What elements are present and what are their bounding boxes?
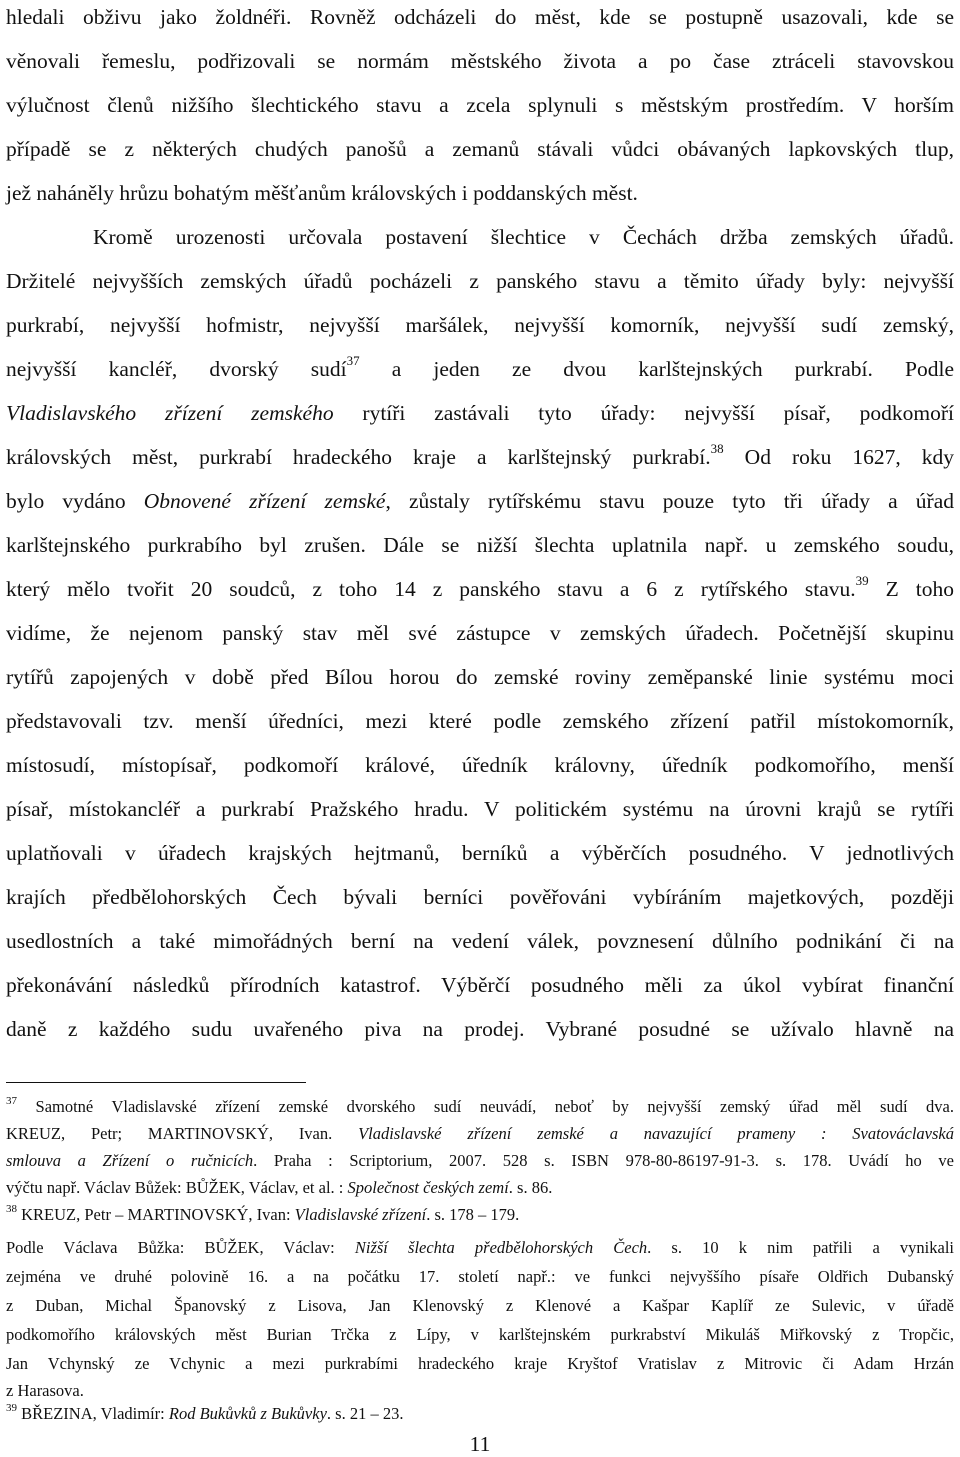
body-line: představovali tzv. menší úředníci, mezi které podle zemského zřízení patřil místokomorník, [6,709,954,733]
footnote-line: KREUZ, Petr; MARTINOVSKÝ, Ivan. Vladislavské zřízení zemské a navazující prameny : Svatováclavská [6,1124,955,1143]
body-line: výlučnost členů nižšího šlechtického stavu a zcela splynuli s městským prostředím. V horším [6,93,954,117]
body-line: bylo vydáno Obnovené zřízení zemské, zůstaly rytířskému stavu pouze tyto tři úřady a úřad [6,489,954,513]
body-line: rytířů zapojených v době před Bílou horou do zemské roviny zeměpanské linie systému moci [6,665,954,689]
body-line: purkrabí, nejvyšší hofmistr, nejvyšší maršálek, nejvyšší komorník, nejvyšší sudí zemský, [6,313,954,337]
italic-title: Společnost českých zemí [347,1178,509,1197]
italic-title: Nižší šlechta předbělohorských Čech [354,1238,648,1257]
footnote-separator [6,1082,306,1083]
body-line: případě se z některých chudých panošů a zemanů stávali vůdci obávaných lapkovských tlup, [6,137,954,161]
footnote-line: $^{38}$ KREUZ, Petr – MARTINOVSKÝ, Ivan: Vladislavské zřízení. s. 178 – 179. [6,1203,520,1224]
body-line: písař, místokancléř a purkrabí Pražského hradu. V politickém systému na úrovni krajů se rytíři [6,797,954,821]
body-line: královských měst, purkrabí hradeckého kraje a karlštejnský purkrabí.$^{38}$ Od roku 1627, kdy [6,441,954,469]
body-line: krajích předbělohorských Čech bývali berníci pověřováni vybíráním majetkových, později [6,885,954,909]
italic-title: Vladislavského zřízení zemského [6,401,334,425]
footnote-ref: 37 [346,353,360,368]
footnote-ref: 39 [855,573,869,588]
italic-title: Obnovené zřízení zemské [143,489,386,513]
italic-title: smlouva a Zřízení o ručnicích [6,1151,254,1170]
footnote-line: výčtu např. Václav Bůžek: BŮŽEK, Václav, et al. : Společnost českých zemí. s. 86. [6,1178,553,1197]
body-line: daně z každého sudu uvařeného piva na prodej. Vybrané posudné se užívalo hlavně na [6,1017,954,1041]
footnote-line: z Duban, Michal Španovský z Lisova, Jan Klenovský z Klenové a Kašpar Kaplíř ze Sulevic, v úřadě [6,1296,954,1315]
italic-title: Vladislavské zřízení zemské a navazující prameny : Svatováclavská [358,1124,955,1143]
footnote-number: 39 [6,1402,17,1414]
footnote-line: Podle Václava Bůžka: BŮŽEK, Václav: Nižší šlechta předbělohorských Čech. s. 10 k nim patřili a vynikali [6,1238,954,1257]
body-line: usedlostních a také mimořádných berní na vedení válek, povznesení důlního podnikání či na [6,929,954,953]
body-line: uplatňovali v úřadech krajských hejtmanů, berníků a výběrčích posudného. V jednotlivých [6,841,954,865]
body-line: věnovali řemeslu, podřizovali se normám městského života a po čase ztráceli stavovskou [6,49,954,73]
footnote-line: smlouva a Zřízení o ručnicích. Praha : Scriptorium, 2007. 528 s. ISBN 978-80-86197-91-3. s. 178. Uvádí ho ve [6,1151,954,1170]
paragraph-first-line: Kromě urozenosti určovala postavení šlechtice v Čechách držba zemských úřadů. [93,225,954,249]
footnote-line: $^{37}$ Samotné Vladislavské zřízení zemské dvorského sudí neuvádí, neboť by nejvyšší zemský úřad měl sudí dva. [6,1095,954,1116]
footnote-line: zejména ve druhé polovině 16. a na počátku 17. století např.: ve funkci nejvyššího písaře Oldřich Dubanský [6,1267,954,1286]
page-number: 11 [469,1432,491,1456]
italic-title: Rod Bukůvků z Bukůvky [168,1404,327,1423]
italic-title: Vladislavské zřízení [294,1205,427,1224]
footnote-number: 38 [6,1203,17,1215]
footnote-ref: 38 [710,441,724,456]
body-line: Držitelé nejvyšších zemských úřadů pocházeli z panského stavu a těmito úřady byly: nejvyšší [6,269,954,293]
footnote-line: Jan Vchynský ze Vchynic a mezi purkrabími hradeckého kraje Kryštof Vratislav z Mitrovic či Adam Hrzán [6,1354,954,1373]
body-line: místosudí, místopísař, podkomoří králové, úředník královny, úředník podkomořího, menší [6,753,954,777]
body-line: Vladislavského zřízení zemského rytíři zastávali tyto úřady: nejvyšší písař, podkomoří [6,401,954,425]
body-line: vidíme, že nejenom panský stav měl své zástupce v zemských úřadech. Početnější skupinu [6,621,954,645]
body-line: karlštejnského purkrabího byl zrušen. Dále se nižší šlechta uplatnila např. u zemského soudu, [6,533,954,557]
footnote-line: $^{39}$ BŘEZINA, Vladimír: Rod Bukůvků z Bukůvky. s. 21 – 23. [6,1402,404,1423]
body-line: hledali obživu jako žoldnéři. Rovněž odcházeli do měst, kde se postupně usazovali, kde se [6,5,954,29]
footnote-number: 37 [6,1095,17,1107]
body-line: nejvyšší kancléř, dvorský sudí$^{37}$ a jeden ze dvou karlštejnských purkrabí. Podle [6,353,954,381]
body-line: který mělo tvořit 20 soudců, z toho 14 z panského stavu a 6 z rytířského stavu.$^{39}$ Z toho [6,573,954,601]
footnote-line: podkomořího královských měst Burian Trčka z Lípy, v karlštejnském purkrabství Mikuláš Miřkovský z Tropčic, [6,1325,954,1344]
footnote-line: z Harasova. [6,1381,84,1400]
body-line: překonávání následků přírodních katastrof. Výběrčí posudného měli za úkol vybírat finanční [6,973,954,997]
body-line: jež naháněly hrůzu bohatým měšťanům královských i poddanských měst. [6,181,638,205]
